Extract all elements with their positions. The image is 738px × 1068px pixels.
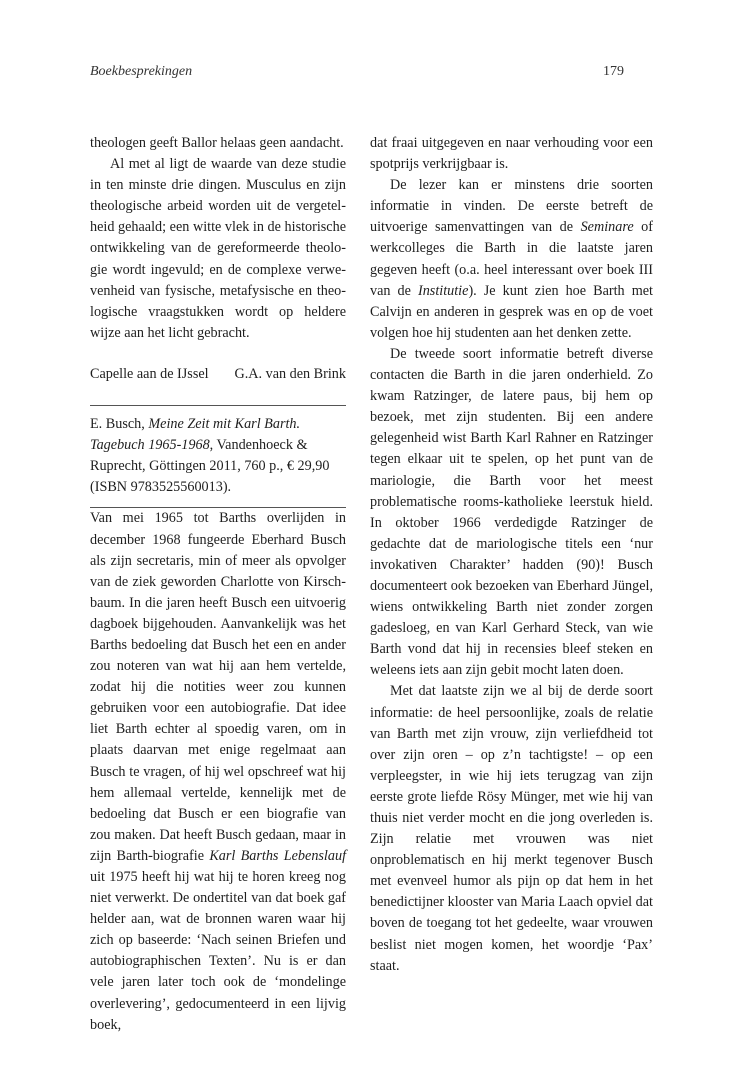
book-citation — [90, 406, 346, 507]
paragraph: theologen geeft Ballor helaas geen aandacht. — [90, 135, 344, 151]
citation-line: (ISBN 9783525560013). — [90, 479, 232, 496]
book-title: Karl Barths Lebenslauf — [209, 847, 347, 864]
left-column — [90, 133, 346, 1036]
paragraph: De tweede soort informatie betreft diverse contacten die Barth in die jaren onderhield. Zo kwam Ratzinger, de latere paus, bij hem op bezoek, met zijn studenten. Bij een andere gelegenheid wist Barth Karl Rahner en Ratzinger tegen elkaar uit te spelen, op het punt van de mariologie, die Barth voor het meest problematische rooms-katholieke leerstuk hield. In oktober 1966 verdedigde Ratzinger de gedachte dat de mariologische titels een ‘nur invokativen Charakter’ hadden (90)! Busch documenteert ook bezoeken van Eberhard Jüngel, wiens ontwikkeling Barth niet zonder zorgen gadesloeg, en van Karl Gerhard Steck, van wie Barth vond dat hij in recensies bleef steken en weleens iets aan zijn gebit mocht laten doen. — [370, 345, 653, 679]
text-run: De lezer kan er minstens drie soorten informatie in vinden. De eerste betreft de uitvoerige samenvattingen van de — [370, 177, 653, 236]
paragraph — [90, 508, 346, 1035]
text-run: uit 1975 heeft hij wat hij te horen kreeg nog niet verwerkt. De ondertitel van dat boek gaf helder aan, wat de bronnen waren waar hij zich op baseerde: ‘Nach seinen Briefen und autobiographischen Texten’. Nu is er dan vele jaren later toch ook de ‘mondelinge overlevering’, gedocumenteerd in een lijvig boek, — [90, 869, 346, 1033]
paragraph: Al met al ligt de waarde van deze studie in ten minste drie dingen. Musculus en zijn theologische arbeid worden uit de vergetelheid gehaald; een witte vlek in de historische ontwikkeling van de gereformeerde theologie wordt ingevuld; en de complexe verwevenheid van fysische, metafysische en theologische vraagstukken wordt op heldere wijze aan het licht gebracht. — [90, 156, 346, 341]
signature-name: G.A. van den Brink — [234, 365, 346, 382]
paragraph: Met dat laatste zijn we al bij de derde soort informatie: de heel persoonlijke, zoals de relatie van Barth met zijn vrouw, zijn verliefdheid tot over zijn oren – op z’n tachtigste! – op een verpleegster, in wie hij iets terugzag van zijn eerste grote liefde Rösy Münger, met wie hij van thuis niet verder mocht en die jong overleden is. Zijn relatie met vrouwen was niet onproblematisch en hij merkt tegenover Busch met evenveel humor als pijn op dat hem in het benedictijner klooster van Maria Laach opviel dat boven de toegang tot het gedeelte, waar vrouwen beslist niet mogen komen, het woordje ‘Pax’ staat. — [370, 683, 653, 974]
citation-title: Meine Zeit mit Karl Barth. — [148, 416, 301, 433]
signature-place: Capelle aan de IJssel — [90, 365, 209, 382]
paragraph: dat fraai uitgegeven en naar verhouding voor een spotprijs verkrijgbaar is. — [370, 135, 653, 173]
reviewer-signature — [90, 364, 346, 385]
paragraph — [370, 175, 653, 344]
running-head: Boekbesprekingen — [90, 64, 193, 79]
text-run: ). Je kunt zien hoe Barth met Calvijn en anderen in gesprek was en op de voet volgen hoe hij studenten aan het denken zette. — [370, 282, 653, 341]
citation-subtitle: Tagebuch 1965-1968 — [90, 437, 210, 454]
right-column — [370, 133, 653, 977]
citation-line: Ruprecht, Göttingen 2011, 760 p., € 29,90 — [90, 458, 330, 475]
text-run: Van mei 1965 tot Barths overlijden in december 1968 fungeerde Eberhard Busch als zijn secretaris, min of meer als opvolger van de ziek geworden Charlotte von Kirschbaum. In die jaren heeft Busch een uitvoerig dagboek bijgehouden. Aanvankelijk was het Barths bedoeling dat Busch het een en ander zou noteren van wat hij aan hem vertelde, zodat hij die notities weer zou kunnen gebruiken voor een autobiografie. Dat idee liet Barth echter al spoedig varen, om in plaats daarvan met enige regelmaat aan Busch te vragen, of hij wel opschreef wat hij hem allemaal vertelde, kennelijk met de bedoeling dat Busch er een biografie van zou maken. Dat heeft Busch gedaan, maar in zijn Barth-biografie — [90, 510, 346, 864]
citation-author: E. Busch, — [90, 416, 149, 433]
citation-line — [90, 435, 346, 456]
page-number: 179 — [603, 64, 624, 79]
emphasis: Seminare — [580, 219, 634, 236]
emphasis: Institutie — [417, 282, 469, 299]
citation-line — [90, 414, 346, 435]
citation-publisher: , Vandenhoeck & — [209, 437, 308, 454]
text-run: of werkcolleges die Barth in die laatste jaren gegeven heeft (o.a. heel interessant over boek III van de — [370, 219, 653, 299]
